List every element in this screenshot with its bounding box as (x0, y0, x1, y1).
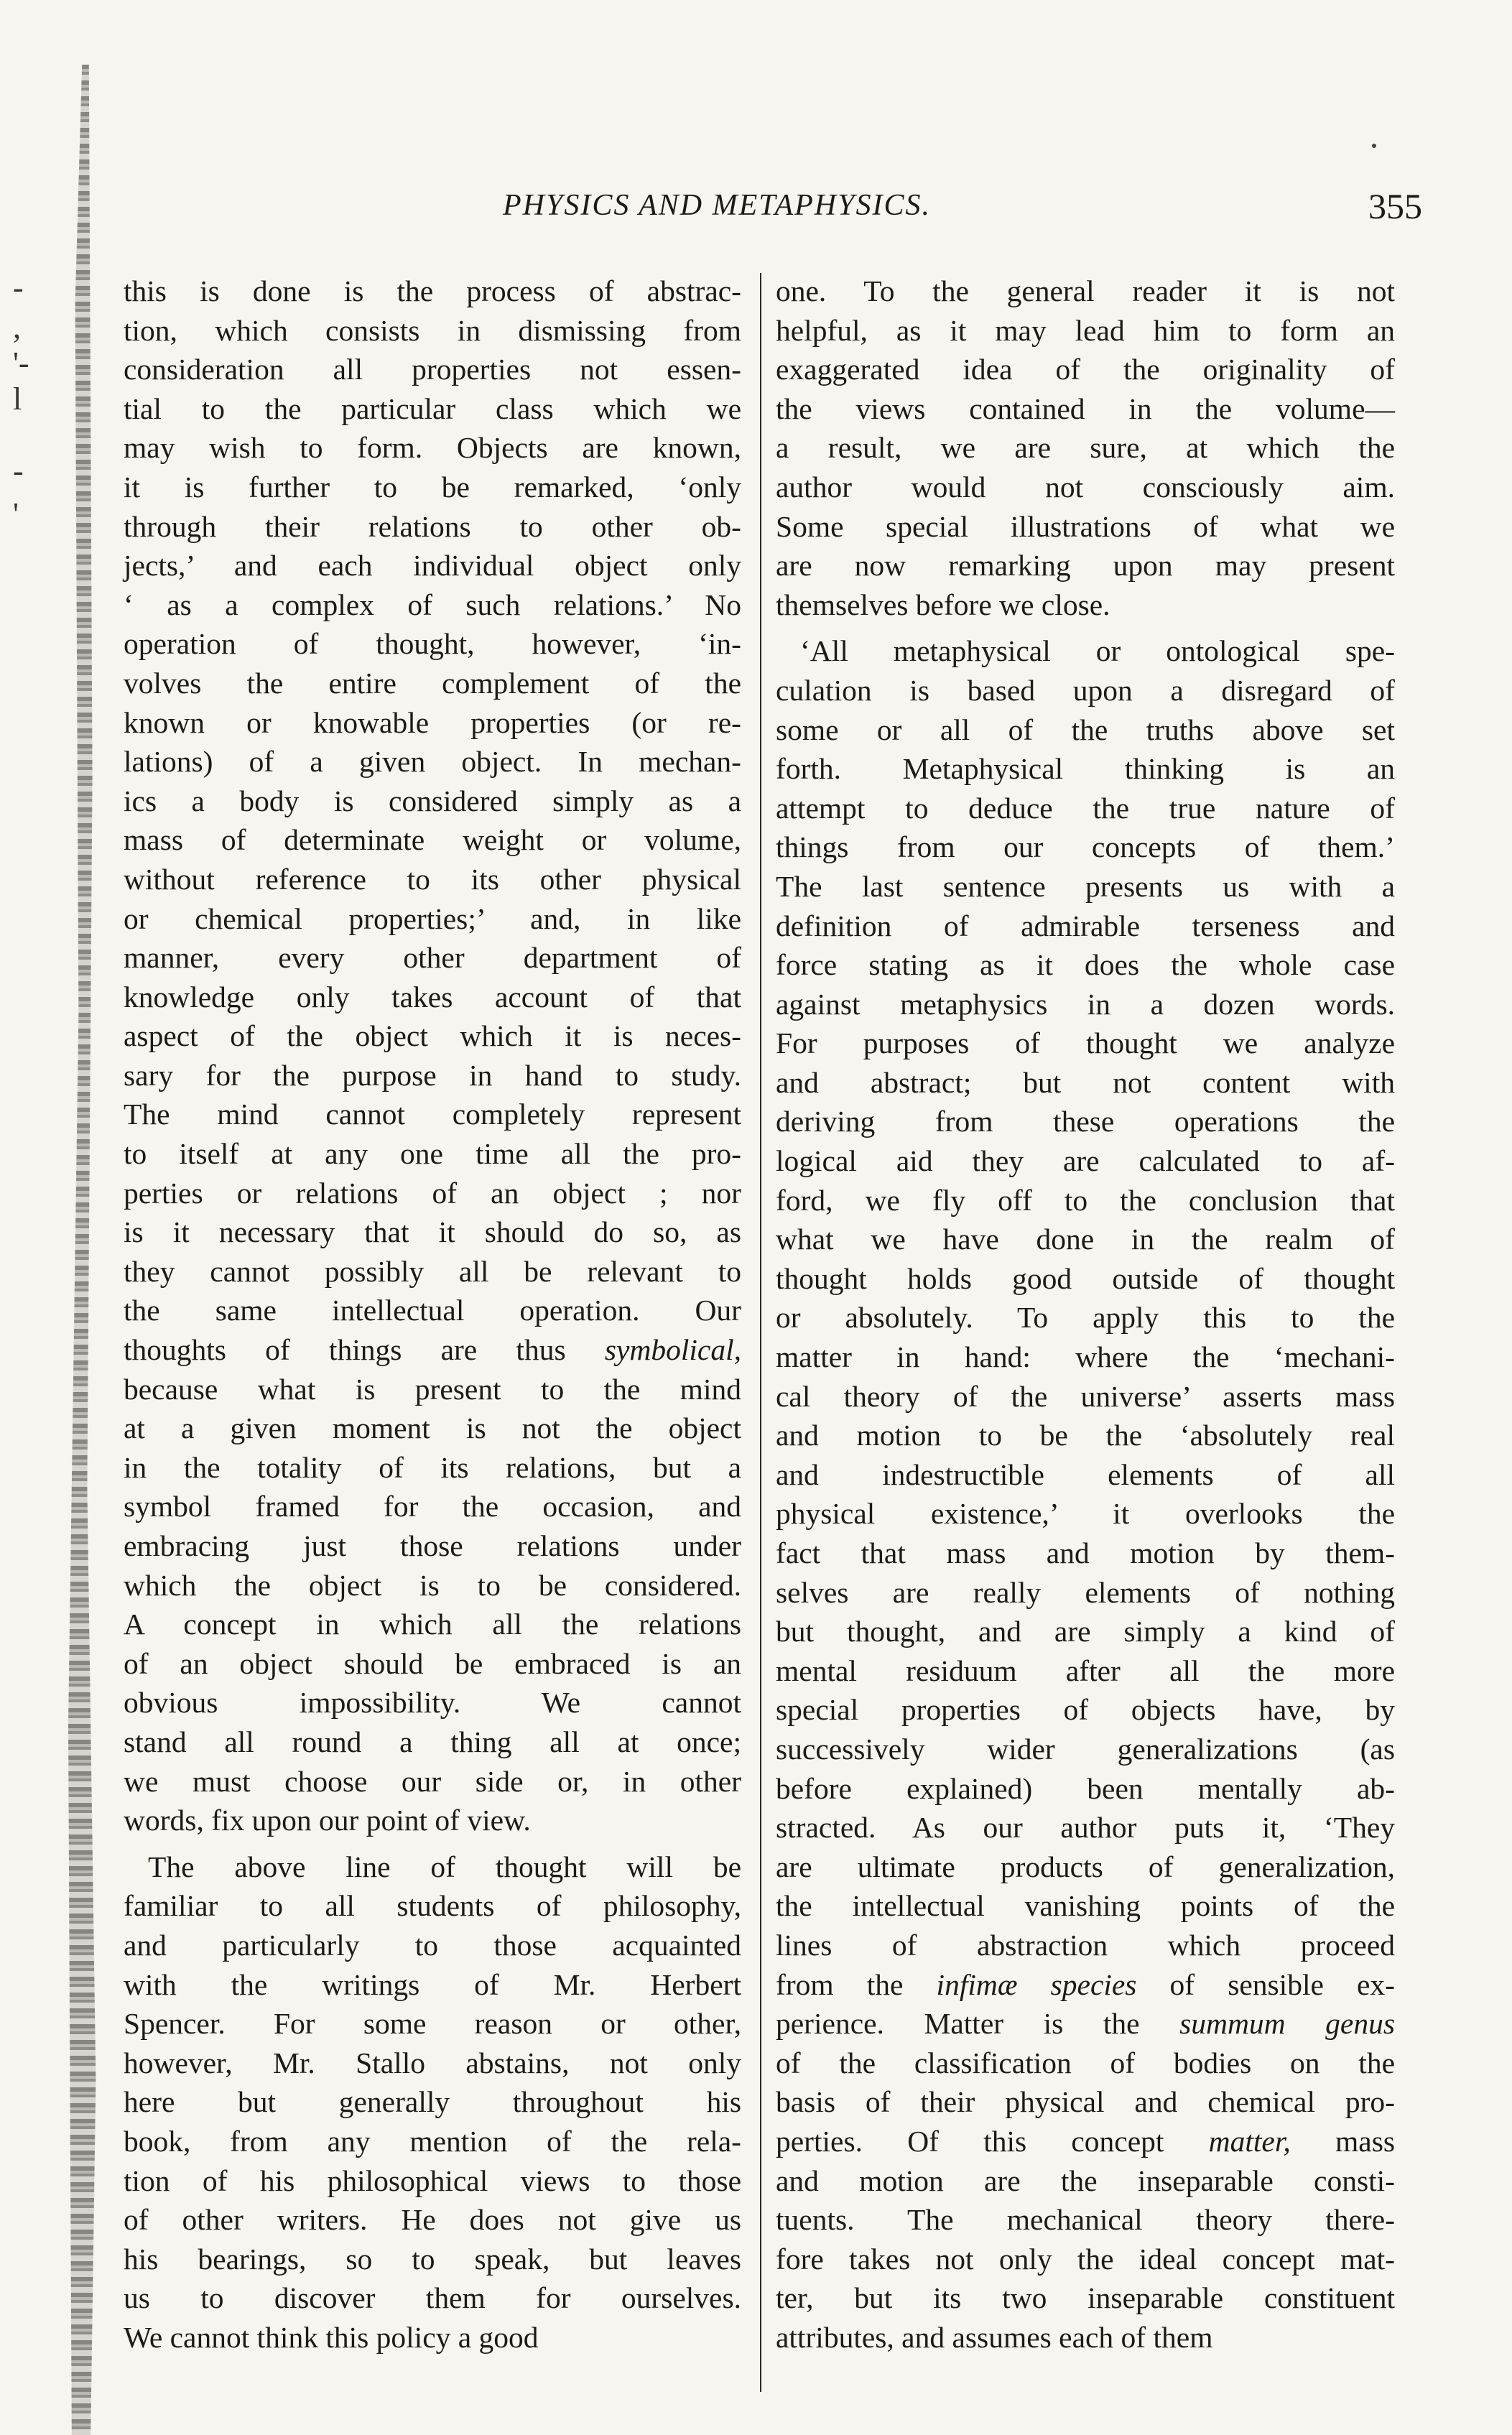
text-line: at a given moment is not the object (124, 1411, 741, 1445)
text-line: of other writers. He does not give us (124, 2203, 741, 2237)
text-line: ‘All metaphysical or ontological spe- (800, 634, 1395, 668)
text-line: embracing just those relations under (124, 1529, 741, 1562)
text-line: The mind cannot completely represent (124, 1098, 741, 1131)
text-line: sary for the purpose in hand to study. (124, 1058, 741, 1092)
text-line: known or knowable properties (or re- (124, 705, 741, 739)
paragraph-gap (124, 1840, 741, 1847)
text-line: some or all of the truths above set (776, 713, 1395, 746)
text-line: physical existence,’ it overlooks the (776, 1497, 1395, 1531)
text-line: special properties of objects have, by (776, 1693, 1395, 1727)
paragraph-gap (776, 624, 1395, 631)
text-line: We cannot think this policy a good (124, 2320, 539, 2354)
text-line: forth. Metaphysical thinking is an (776, 752, 1395, 786)
text-line: knowledge only takes account of that (124, 980, 741, 1014)
text-line: fore takes not only the ideal concept mat- (776, 2242, 1395, 2276)
paragraph (124, 1847, 741, 2357)
emphasis: symbolical, (604, 1333, 741, 1367)
text-line: may wish to form. Objects are known, (124, 431, 741, 465)
paragraph (776, 631, 1395, 2357)
text-line: operation of thought, however, ‘in- (124, 627, 741, 661)
text-line: logical aid they are calculated to af- (776, 1144, 1395, 1178)
paragraph (124, 272, 741, 1840)
text-line: tion of his philosophical views to those (124, 2163, 741, 2197)
text-line: what we have done in the realm of (776, 1223, 1395, 1256)
text-line: volves the entire complement of the (124, 666, 741, 700)
text-line: stand all round a thing all at once; (124, 1725, 741, 1758)
text-line: jects,’ and each individual object only (124, 549, 741, 583)
text-line: Spencer. For some reason or other, (124, 2007, 741, 2041)
text-line: of an object should be embraced is an (124, 1646, 741, 1680)
text-line: stracted. As our author puts it, ‘They (776, 1811, 1395, 1845)
text-line: obvious impossibility. We cannot (124, 1686, 741, 1720)
text-line: thoughts of things are thus symbolical, (124, 1333, 741, 1367)
text-line: symbol framed for the occasion, and (124, 1490, 741, 1523)
binding-gutter (68, 65, 103, 2435)
text-line: it is further to be remarked, ‘only (124, 470, 741, 504)
text-line: force stating as it does the whole case (776, 948, 1395, 982)
text-line: lations) of a given object. In mechan- (124, 745, 741, 779)
text-line: to itself at any one time all the pro- (124, 1137, 741, 1171)
text-line: attempt to deduce the true nature of (776, 791, 1395, 825)
margin-mark: - (13, 453, 24, 488)
text-line: his bearings, so to speak, but leaves (124, 2242, 741, 2276)
text-line: lines of abstraction which proceed (776, 1928, 1395, 1962)
text-line: because what is present to the mind (124, 1372, 741, 1406)
text-line: helpful, as it may lead him to form an (776, 313, 1395, 347)
text-line: the views contained in the volume— (776, 391, 1395, 425)
text-line: manner, every other department of (124, 941, 741, 975)
text-line: and particularly to those acquainted (124, 1928, 741, 1962)
text-line: For purposes of thought we analyze (776, 1026, 1395, 1060)
text-line: and abstract; but not content with (776, 1065, 1395, 1099)
text-line: culation is based upon a disregard of (776, 673, 1395, 707)
text-line: the same intellectual operation. Our (124, 1294, 741, 1327)
text-line: we must choose our side or, in other (124, 1764, 741, 1798)
speck (1372, 144, 1376, 148)
text-line: which the object is to be considered. (124, 1568, 741, 1602)
text-line: perience. Matter is the summum genus (776, 2007, 1395, 2041)
text-line: book, from any mention of the rela- (124, 2124, 741, 2158)
text-line: fact that mass and motion by them- (776, 1536, 1395, 1569)
text-line: in the totality of its relations, but a (124, 1450, 741, 1484)
text-line: a result, we are sure, at which the (776, 431, 1395, 465)
text-line: familiar to all students of philosophy, (124, 1889, 741, 1923)
margin-mark: - (13, 270, 24, 305)
text-line: but thought, and are simply a kind of (776, 1615, 1395, 1648)
text-line: against metaphysics in a dozen words. (776, 987, 1395, 1021)
text-line: or absolutely. To apply this to the (776, 1301, 1395, 1335)
text-line: successively wider generalizations (as (776, 1732, 1395, 1766)
text-line: definition of admirable terseness and (776, 909, 1395, 942)
text-line: or chemical properties;’ and, in like (124, 901, 741, 935)
right-column (776, 272, 1395, 2357)
text-line: through their relations to other ob- (124, 509, 741, 543)
margin-mark: '- (13, 345, 29, 381)
text-line: words, fix upon our point of view. (124, 1804, 531, 1837)
column-divider (760, 273, 761, 2392)
text-line: things from our concepts of them.’ (776, 830, 1395, 864)
emphasis: infimæ species (936, 1967, 1137, 2001)
margin-mark: , (13, 310, 21, 345)
text-line: they cannot possibly all be relevant to (124, 1254, 741, 1288)
emphasis: matter, (1208, 2124, 1291, 2158)
text-line: aspect of the object which it is neces- (124, 1019, 741, 1053)
text-line: ics a body is considered simply as a (124, 784, 741, 817)
text-line: however, Mr. Stallo abstains, not only (124, 2046, 741, 2079)
running-head: PHYSICS AND METAPHYSICS. (503, 189, 931, 222)
paragraph (776, 272, 1395, 624)
text-line: before explained) been mentally ab- (776, 1771, 1395, 1805)
text-line: and indestructible elements of all (776, 1457, 1395, 1491)
text-line: without reference to its other physical (124, 862, 741, 896)
text-line: A concept in which all the relations (124, 1608, 741, 1641)
text-line: cal theory of the universe’ asserts mass (776, 1379, 1395, 1413)
text-line: ter, but its two inseparable constituent (776, 2281, 1395, 2315)
text-line: and motion are the inseparable consti- (776, 2163, 1395, 2197)
text-line: basis of their physical and chemical pro- (776, 2085, 1395, 2119)
text-line: exaggerated idea of the originality of (776, 353, 1395, 386)
margin-mark: ' (13, 496, 19, 532)
text-line: The above line of thought will be (148, 1850, 741, 1883)
text-line: with the writings of Mr. Herbert (124, 1967, 741, 2001)
text-line: The last sentence presents us with a (776, 869, 1395, 903)
text-line: mental residuum after all the more (776, 1654, 1395, 1687)
text-line: one. To the general reader it is not (776, 274, 1395, 307)
page-number: 355 (1368, 186, 1422, 226)
text-line: is it necessary that it should do so, as (124, 1215, 741, 1249)
text-line: mass of determinate weight or volume, (124, 823, 741, 857)
text-line: selves are really elements of nothing (776, 1575, 1395, 1609)
text-line: matter in hand: where the ‘mechani- (776, 1340, 1395, 1374)
text-line: themselves before we close. (776, 588, 1110, 621)
page-header (101, 188, 1422, 238)
text-line: and motion to be the ‘absolutely real (776, 1419, 1395, 1452)
emphasis: summum genus (1179, 2007, 1395, 2041)
text-line: thought holds good outside of thought (776, 1261, 1395, 1295)
text-line: consideration all properties not essen- (124, 353, 741, 386)
text-line: from the infimæ species of sensible ex- (776, 1967, 1395, 2001)
text-line: are now remarking upon may present (776, 549, 1395, 583)
text-line: here but generally throughout his (124, 2085, 741, 2119)
text-line: attributes, and assumes each of them (776, 2320, 1213, 2354)
text-line: are ultimate products of generalization, (776, 1850, 1395, 1883)
text-line: author would not consciously aim. (776, 470, 1395, 504)
text-line: ‘ as a complex of such relations.’ No (124, 588, 741, 621)
text-line: perties. Of this concept matter, mass (776, 2124, 1395, 2158)
text-line: tial to the particular class which we (124, 391, 741, 425)
text-line: this is done is the process of abstrac- (124, 274, 741, 307)
text-line: ford, we fly off to the conclusion that (776, 1183, 1395, 1217)
text-line: deriving from these operations the (776, 1105, 1395, 1138)
text-line: Some special illustrations of what we (776, 509, 1395, 543)
text-line: perties or relations of an object ; nor (124, 1176, 741, 1210)
text-line: of the classification of bodies on the (776, 2046, 1395, 2079)
text-line: the intellectual vanishing points of the (776, 1889, 1395, 1923)
left-column (124, 272, 741, 2357)
text-line: tuents. The mechanical theory there- (776, 2203, 1395, 2237)
margin-mark: l (13, 381, 22, 417)
text-line: tion, which consists in dismissing from (124, 313, 741, 347)
text-line: us to discover them for ourselves. (124, 2281, 741, 2315)
